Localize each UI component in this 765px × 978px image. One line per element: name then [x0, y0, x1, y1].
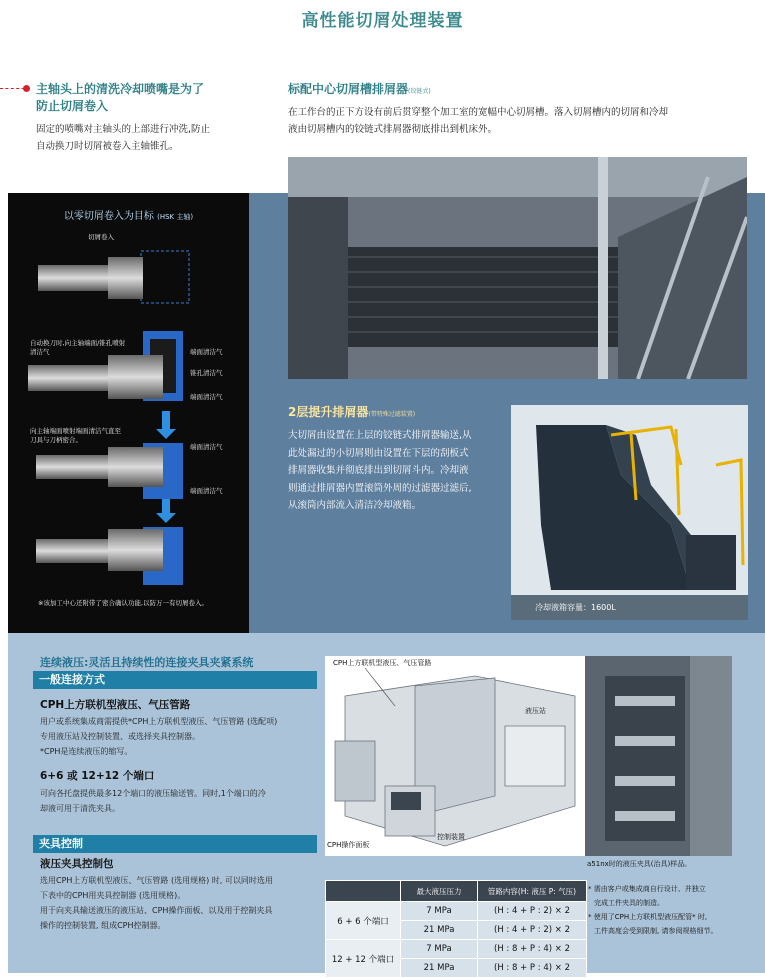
- label-hydraulic-station: 液压站: [525, 707, 546, 715]
- table-cell: 7 MPa: [401, 940, 478, 959]
- cph-pipe-subheading: CPH上方联机型液压、气压管路: [40, 699, 191, 711]
- center-trough-photo: [288, 157, 747, 379]
- center-trough-heading-text: 标配中心切屑槽排屑器: [288, 82, 409, 96]
- lift-conveyor-text: [288, 427, 513, 515]
- lift-conveyor-line: 排屑器收集并彻底排出到切屑斗内。冷却液: [288, 465, 469, 476]
- red-bullet-icon: [23, 85, 30, 92]
- lift-conveyor-line: 大切屑由设置在上层的铰链式排屑器输送,从: [288, 430, 472, 441]
- table-header-cell: 管路内容(H: 液压 P: 气压): [478, 881, 587, 902]
- ports-text: [40, 786, 266, 816]
- ports-subheading: 6+6 或 12+12 个端口: [40, 770, 155, 782]
- port-spec-table: [325, 880, 587, 978]
- table-cell: 21 MPa: [401, 921, 478, 940]
- hydraulic-package-line: 操作的控制装置, 组成CPH控制器。: [40, 921, 166, 930]
- label-taper-air: 锥孔清洁气: [190, 369, 223, 377]
- fixture-illustration: [585, 656, 732, 856]
- hydraulic-package-line: 用于向夹具输送液压的液压站、CPH操作面板、以及用于控制夹具: [40, 906, 273, 915]
- fixture-photo-caption: a51nx时的液压夹具(治具)样品。: [587, 860, 692, 868]
- label-chip-in: 切屑卷入: [88, 233, 114, 241]
- footnotes: [588, 882, 738, 938]
- footnote-line: 工件高度会受到限制, 请参阅规格细节。: [594, 927, 718, 935]
- spindle-illustration: [8, 193, 249, 633]
- hydraulic-package-text: [40, 873, 273, 933]
- table-row: [326, 940, 587, 959]
- page-title: 高性能切屑处理装置: [301, 11, 464, 31]
- lift-conveyor-line: 则通过排屑器内置滚筒外周的过滤器过滤后,: [288, 482, 472, 494]
- table-row: [326, 902, 587, 921]
- fixture-photo: [585, 656, 732, 856]
- table-cell: (H : 8 + P : 4) × 2: [478, 940, 587, 959]
- label-step2: [30, 427, 121, 445]
- ports-line: 却液可用于清洗夹具。: [40, 804, 120, 813]
- lift-conveyor-line: 此处漏过的小切屑则由设置在下层的刮板式: [288, 447, 469, 459]
- center-trough-text-line2: 液由切屑槽内的铰链式排屑器彻底排出到机床外。: [288, 124, 498, 135]
- cph-section-title: 连续液压:灵活且持续性的连接夹具夹紧系统: [40, 656, 254, 669]
- spindle-text-line1: 固定的喷嘴对主轴头的上部进行冲洗,防止: [36, 124, 211, 135]
- table-group-cell: 12 + 12 个端口: [326, 940, 401, 978]
- lift-conveyor-heading-note: (带特殊过滤装置): [368, 411, 416, 418]
- cph-pipe-line: 专用液压站及控制装置、或选择夹具控制器。: [40, 732, 200, 741]
- spindle-diagram-title-note: (HSK 主轴): [157, 213, 194, 221]
- hydraulic-package-line: 选用CPH上方联机型液压、气压管路 (选用规格) 时, 可以同时选用: [40, 876, 273, 885]
- general-connection-bar: 一般连接方式: [33, 671, 317, 689]
- label-step2-line1: 向主轴端面喷射端面清洁气直至: [30, 427, 121, 435]
- ports-line: 可向各托盘提供最多12个端口的液压输送管。同时,1个端口的冷: [40, 789, 266, 798]
- label-face-air-4: 端面清洁气: [190, 487, 223, 495]
- footnote-line: * 使用了CPH上方联机型液压配管* 时,: [588, 913, 708, 921]
- machine-diagram: [325, 656, 585, 856]
- hydraulic-package-subheading: 液压夹具控制包: [40, 858, 114, 870]
- label-face-air-2: 端面清洁气: [190, 393, 223, 401]
- cph-pipe-line: *CPH是连续液压的缩写。: [40, 747, 133, 756]
- table-cell: (H : 4 + P : 2) × 2: [478, 921, 587, 940]
- table-cell: 7 MPa: [401, 902, 478, 921]
- spindle-heading-line2: 防止切屑卷入: [36, 99, 109, 113]
- lift-conveyor-photo: [511, 405, 748, 620]
- center-trough-illustration: [288, 157, 747, 379]
- label-face-air-1: 端面清洁气: [190, 348, 223, 356]
- cph-pipe-text: [40, 714, 277, 759]
- label-step1-line2: 清洁气: [30, 348, 50, 356]
- spindle-heading: [36, 81, 204, 115]
- label-step1: [30, 339, 125, 357]
- footnote-line: 完成工件夹具的制造。: [594, 899, 664, 907]
- table-header-cell: [326, 881, 401, 902]
- label-control-unit: 控制装置: [437, 833, 465, 841]
- spindle-heading-line1: 主轴头上的清洗冷却喷嘴是为了: [36, 82, 205, 96]
- center-trough-heading: [288, 80, 431, 97]
- table-header-row: [326, 881, 587, 902]
- lift-conveyor-heading-text: 2层提升排屑器: [288, 405, 369, 419]
- table-group-cell: 6 + 6 个端口: [326, 902, 401, 940]
- cph-pipe-line: 用户或系统集成商需提供*CPH上方联机型液压、气压管路 (选配项): [40, 717, 278, 726]
- hydraulic-package-line: 下表中的CPH用夹具控制器 (选用规格)。: [40, 891, 186, 900]
- lift-conveyor-line: 从滚筒内部流入清洁冷却液箱。: [288, 500, 422, 511]
- table-cell: (H : 8 + P : 4) × 2: [478, 959, 587, 978]
- center-trough-heading-note: (铰链式): [408, 88, 431, 95]
- center-trough-text-line1: 在工作台的正下方设有前后贯穿整个加工室的宽幅中心切屑槽。落入切屑槽内的切屑和冷却: [288, 107, 669, 118]
- label-cph-pipe: CPH上方联机型液压、气压管路: [333, 659, 432, 667]
- table-cell: 21 MPa: [401, 959, 478, 978]
- lift-conveyor-illustration: [511, 405, 748, 620]
- machine-diagram-illustration: [325, 656, 585, 856]
- label-step2-line2: 刀具与刀柄密合。: [30, 436, 82, 444]
- spindle-diagram-note: ※该加工中心还附带了密合确认功能,以防万一有切屑卷入。: [38, 599, 209, 607]
- table-cell: (H : 4 + P : 2) × 2: [478, 902, 587, 921]
- label-cph-panel: CPH操作面板: [327, 841, 370, 849]
- label-face-air-3: 端面清洁气: [190, 443, 223, 451]
- spindle-diagram-title-text: 以零切屑卷入为目标: [63, 211, 154, 222]
- lift-conveyor-heading: [288, 403, 415, 420]
- spindle-diagram-panel: [8, 193, 249, 633]
- fixture-control-bar: 夹具控制: [33, 835, 317, 853]
- center-trough-text: [288, 104, 668, 138]
- table-header-cell: 最大液压压力: [401, 881, 478, 902]
- footnote-line: * 需由客户或集成商自行设计、并独立: [588, 885, 706, 893]
- spindle-text-line2: 自动换刀时切屑被卷入主轴锥孔。: [36, 141, 179, 152]
- spindle-text: [36, 121, 210, 155]
- coolant-tank-caption: 冷却液箱容量：1600L: [535, 603, 616, 612]
- label-step1-line1: 自动换刀时,向主轴端面/锥孔喷射: [30, 339, 126, 347]
